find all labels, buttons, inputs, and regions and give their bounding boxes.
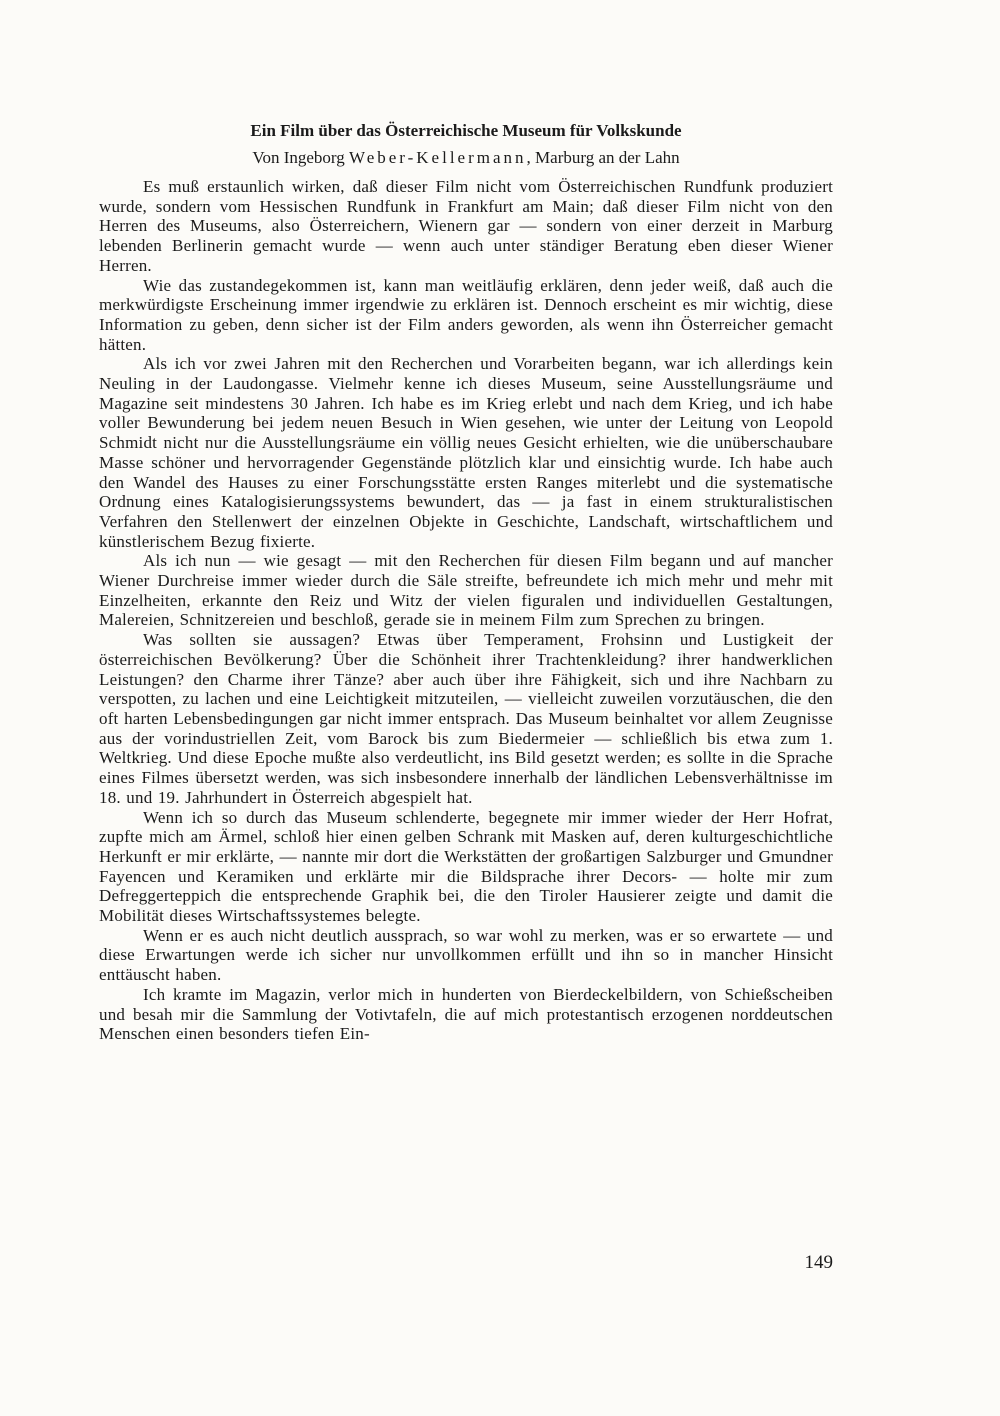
page-number: 149 [804,1252,833,1273]
author-name: Weber-Kellermann [349,148,527,167]
paragraph: Wenn er es auch nicht deutlich aussprach, so war wohl zu merken, was er so erwartete — und diese Erwartungen werde ich sicher nur unvollkommen erfüllt und ihn so in mancher Hinsicht enttäuscht haben. [99,925,833,985]
paragraph: Als ich vor zwei Jahren mit den Recherchen und Vorarbeiten begann, war ich allerdings kein Neuling in der Laudongasse. Vielmehr kenne ich dieses Museum, seine Ausstellungsräume und Magazine seit mindestens 30 Jahren. Ich habe es im Krieg erlebt und nach dem Krieg, und ich habe voller Bewunderung bei jedem neuen Besuch in Wien gesehen, wie unter der Leitung von Leopold Schmidt nicht nur die Ausstellungsräume ein völlig neues Gesicht erhielten, wie die unüberschaubare Masse schöner und hervorragender Gegenstände plötzlich klar und einsichtig wurde. Ich habe auch den Wandel des Hauses zu einer Forschungsstätte ersten Ranges miterlebt und die systematische Ordnung eines Katalogisierungssystems bewundert, das — ja fast in einem strukturalistischen Verfahren den Stellenwert der einzelnen Objekte in Geschichte, Landschaft, wirtschaftlichem und künstlerischem Bezug fixierte. [99,354,833,551]
paragraph: Ich kramte im Magazin, verlor mich in hunderten von Bierdeckelbildern, von Schießscheiben und besah mir die Sammlung der Votivtafeln, die auf mich protestantisch erzogenen norddeutschen Menschen einen besonders tiefen Ein- [99,984,833,1044]
paragraph: Was sollten sie aussagen? Etwas über Temperament, Frohsinn und Lustigkeit der österreichischen Bevölkerung? Über die Schönheit ihrer Trachtenkleidung? ihrer handwerklichen Leistungen? den Charme ihrer Tänze? aber auch über ihre Fähigkeit, sich und ihre Nachbarn zu verspotten, zu lachen und eine Leichtigkeit mitzuteilen, — vielleicht zuweilen vorzutäuschen, die den oft harten Lebensbedingungen gar nicht immer entsprach. Das Museum beinhaltet vor allem Zeugnisse aus der vorindustriellen Zeit, vom Barock bis zum Biedermeier — schließlich bis etwa zum 1. Weltkrieg. Und diese Epoche mußte also verdeutlicht, ins Bild gesetzt werden; es sollte in die Sprache eines Filmes übersetzt werden, was sich insbesondere innerhalb der ländlichen Lebensverhältnisse im 18. und 19. Jahrhundert in Österreich abgespielt hat. [99,630,833,807]
paragraph: Wie das zustandegekommen ist, kann man weitläufig erklären, denn jeder weiß, daß auch die merkwürdigste Erscheinung immer irgendwie zu erklären ist. Dennoch erscheint es mir wichtig, diese Information zu geben, denn sicher ist der Film anders geworden, als wenn ihn Österreicher gemacht hätten. [99,275,833,354]
article-title: Ein Film über das Österreichische Museum für Volkskunde [250,121,682,140]
paragraph: Als ich nun — wie gesagt — mit den Recherchen für diesen Film begann und auf mancher Wiener Durchreise immer wieder durch die Säle streifte, befreundete ich mich mehr und mehr mit Einzelheiten, erkannte den Reiz und Witz der vielen figuralen und individuellen Gestaltungen, Malereien, Schnitzereien und beschloß, gerade sie in meinem Film zum Sprechen zu bringen. [99,551,833,630]
byline-suffix: , Marburg an der Lahn [526,148,680,167]
byline-prefix: Von Ingeborg [252,148,350,167]
text-block [99,121,833,1044]
byline [99,148,833,168]
paragraph: Wenn ich so durch das Museum schlenderte, begegnete mir immer wieder der Herr Hofrat, zupfte mich am Ärmel, schloß hier einen gelben Schrank mit Masken auf, deren kulturgeschichtliche Herkunft er mir erklärte, — nannte mir dort die Werkstätten der großartigen Salzburger und Gmundner Fayencen und Keramiken und erklärte mir die Bildsprache ihrer Decors- — holte mir zum Defreggerteppich die entsprechende Graphik bei, die den Tiroler Hausierer zeigte und damit die Mobilität dieses Wirtschaftssystemes belegte. [99,807,833,926]
paragraph: Es muß erstaunlich wirken, daß dieser Film nicht vom Österreichischen Rundfunk produziert wurde, sondern vom Hessischen Rundfunk in Frankfurt am Main; daß dieser Film nicht von den Herren des Museums, also Österreichern, Wienern gar — sondern von einer derzeit in Marburg lebenden Berlinerin gemacht wurde — wenn auch unter ständiger Beratung eben dieser Wiener Herren. [99,177,833,275]
